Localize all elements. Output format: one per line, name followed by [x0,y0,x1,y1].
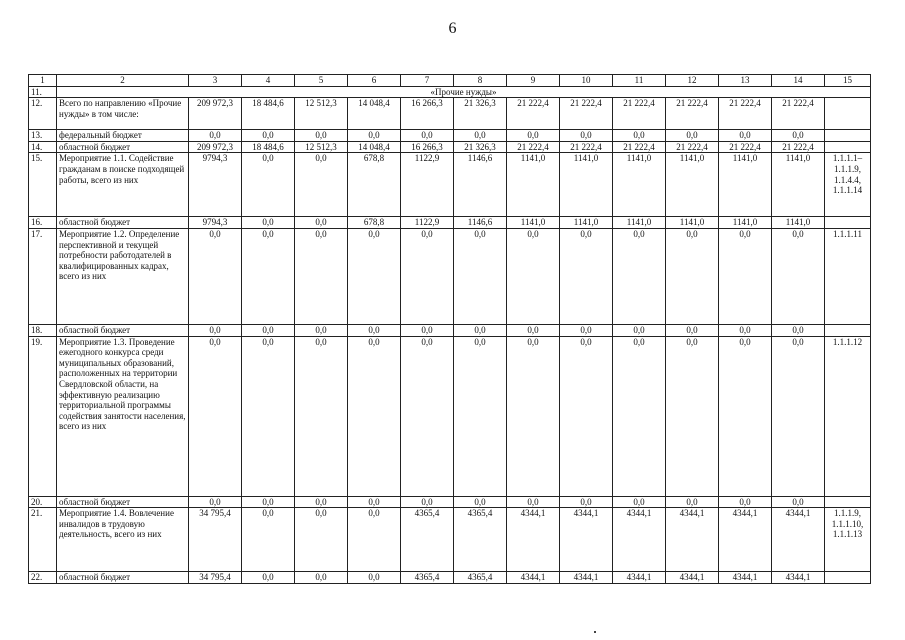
row-number: 13. [29,130,57,142]
value-cell: 4344,1 [613,572,666,584]
value-cell: 0,0 [242,130,295,142]
header-cell: 1 [29,75,57,87]
value-cell: 0,0 [295,496,348,508]
value-cell: 4344,1 [772,572,825,584]
value-cell: 1141,0 [666,217,719,229]
value-cell: 0,0 [772,496,825,508]
header-cell: 10 [560,75,613,87]
value-cell: 4344,1 [507,508,560,572]
value-cell: 0,0 [560,130,613,142]
row-number: 20. [29,496,57,508]
value-cell: 21 222,4 [613,98,666,130]
value-cell: 0,0 [666,336,719,496]
value-cell: 0,0 [560,324,613,336]
value-cell: 4344,1 [666,572,719,584]
value-cell: 0,0 [454,324,507,336]
value-cell: 16 266,3 [401,98,454,130]
value-cell: 0,0 [613,336,666,496]
value-cell: 0,0 [242,572,295,584]
header-cell: 12 [666,75,719,87]
value-cell: 0,0 [401,324,454,336]
value-cell: 0,0 [401,130,454,142]
table-row [29,130,871,142]
value-cell: 4344,1 [507,572,560,584]
value-cell: 0,0 [507,130,560,142]
value-cell: 1146,6 [454,153,507,217]
value-cell: 4344,1 [560,572,613,584]
row-name: Всего по направлению «Прочие нужды» в том числе: [57,98,189,130]
value-cell: 0,0 [295,572,348,584]
value-cell: 21 222,4 [719,98,772,130]
row-number: 14. [29,141,57,153]
value-cell: 21 222,4 [666,141,719,153]
value-cell: 1141,0 [666,153,719,217]
value-cell: 0,0 [295,324,348,336]
value-cell: 678,8 [348,217,401,229]
row-name: областной бюджет [57,572,189,584]
value-cell: 1141,0 [772,217,825,229]
value-cell: 0,0 [666,496,719,508]
row-number: 22. [29,572,57,584]
value-cell: 4365,4 [454,508,507,572]
row-name: Мероприятие 1.4. Вовлечение инвалидов в трудовую деятельность, всего из них [57,508,189,572]
table-row [29,217,871,229]
row-number: 15. [29,153,57,217]
value-cell: 0,0 [348,496,401,508]
value-cell: 0,0 [454,130,507,142]
row-code [825,141,871,153]
value-cell: 0,0 [772,130,825,142]
table-row [29,336,871,496]
value-cell: 0,0 [189,496,242,508]
row-number: 12. [29,98,57,130]
row-number: 17. [29,228,57,324]
value-cell: 209 972,3 [189,98,242,130]
row-code: 1.1.1.11 [825,228,871,324]
row-code: 1.1.1.12 [825,336,871,496]
value-cell: 21 222,4 [507,98,560,130]
value-cell: 0,0 [666,228,719,324]
header-cell: 3 [189,75,242,87]
header-cell: 2 [57,75,189,87]
row-name: Мероприятие 1.3. Проведение ежегодного конкурса среди муниципальных образований, расположенных на территории Свердловской области, на эффективную реализацию территориальной программы содействия занятости населения, всего из них [57,336,189,496]
value-cell: 678,8 [348,153,401,217]
row-name: областной бюджет [57,141,189,153]
value-cell: 9794,3 [189,153,242,217]
value-cell: 1141,0 [507,217,560,229]
value-cell: 0,0 [719,324,772,336]
table-row [29,153,871,217]
table-row [29,324,871,336]
value-cell: 0,0 [613,130,666,142]
row-number: 18. [29,324,57,336]
header-cell: 13 [719,75,772,87]
value-cell: 9794,3 [189,217,242,229]
value-cell: 0,0 [189,228,242,324]
table-row [29,508,871,572]
value-cell: 0,0 [295,508,348,572]
row-code: 1.1.1.9, 1.1.1.10, 1.1.1.13 [825,508,871,572]
row-name: областной бюджет [57,324,189,336]
value-cell: 0,0 [507,324,560,336]
value-cell: 21 222,4 [772,98,825,130]
value-cell: 0,0 [401,336,454,496]
row-name: федеральный бюджет [57,130,189,142]
value-cell: 4344,1 [719,508,772,572]
value-cell: 21 222,4 [560,98,613,130]
value-cell: 21 222,4 [507,141,560,153]
value-cell: 209 972,3 [189,141,242,153]
value-cell: 0,0 [719,228,772,324]
value-cell: 0,0 [295,130,348,142]
value-cell: 4365,4 [401,572,454,584]
value-cell: 0,0 [295,336,348,496]
value-cell: 1141,0 [507,153,560,217]
value-cell: 0,0 [613,324,666,336]
row-name: Мероприятие 1.1. Содействие гражданам в поиске подходящей работы, всего из них [57,153,189,217]
value-cell: 0,0 [401,496,454,508]
value-cell: 0,0 [454,336,507,496]
value-cell: 18 484,6 [242,98,295,130]
value-cell: 0,0 [189,336,242,496]
table-row [29,496,871,508]
row-number: 11. [29,86,57,98]
row-code [825,496,871,508]
scan-mark [594,631,596,633]
value-cell: 0,0 [295,228,348,324]
value-cell: 4344,1 [560,508,613,572]
header-cell: 6 [348,75,401,87]
value-cell: 1141,0 [560,153,613,217]
value-cell: 0,0 [613,228,666,324]
value-cell: 34 795,4 [189,508,242,572]
row-code [825,130,871,142]
value-cell: 12 512,3 [295,141,348,153]
value-cell: 0,0 [719,336,772,496]
value-cell: 0,0 [666,324,719,336]
value-cell: 0,0 [401,228,454,324]
value-cell: 1141,0 [613,217,666,229]
value-cell: 0,0 [719,130,772,142]
header-cell: 8 [454,75,507,87]
value-cell: 34 795,4 [189,572,242,584]
value-cell: 1141,0 [719,217,772,229]
value-cell: 0,0 [242,228,295,324]
value-cell: 1141,0 [772,153,825,217]
value-cell: 0,0 [348,572,401,584]
value-cell: 0,0 [189,130,242,142]
value-cell: 0,0 [242,508,295,572]
value-cell: 4344,1 [666,508,719,572]
header-row [29,75,871,87]
row-code [825,324,871,336]
value-cell: 21 222,4 [772,141,825,153]
row-number: 19. [29,336,57,496]
value-cell: 0,0 [666,130,719,142]
budget-table [28,74,871,584]
value-cell: 21 326,3 [454,98,507,130]
value-cell: 0,0 [613,496,666,508]
value-cell: 0,0 [242,217,295,229]
value-cell: 21 222,4 [613,141,666,153]
header-cell: 5 [295,75,348,87]
value-cell: 0,0 [348,324,401,336]
header-cell: 15 [825,75,871,87]
value-cell: 21 222,4 [719,141,772,153]
value-cell: 0,0 [242,336,295,496]
value-cell: 0,0 [295,217,348,229]
value-cell: 1122,9 [401,217,454,229]
row-code [825,217,871,229]
value-cell: 0,0 [560,228,613,324]
value-cell: 21 326,3 [454,141,507,153]
value-cell: 0,0 [348,130,401,142]
header-cell: 9 [507,75,560,87]
value-cell: 4344,1 [719,572,772,584]
value-cell: 21 222,4 [560,141,613,153]
value-cell: 0,0 [454,496,507,508]
value-cell: 1141,0 [560,217,613,229]
value-cell: 0,0 [295,153,348,217]
header-cell: 4 [242,75,295,87]
value-cell: 0,0 [560,336,613,496]
value-cell: 0,0 [242,496,295,508]
value-cell: 21 222,4 [666,98,719,130]
value-cell: 1141,0 [719,153,772,217]
header-cell: 7 [401,75,454,87]
table-row [29,141,871,153]
value-cell: 0,0 [348,508,401,572]
section-row [29,86,871,98]
table-row [29,572,871,584]
value-cell: 4365,4 [401,508,454,572]
row-number: 21. [29,508,57,572]
row-number: 16. [29,217,57,229]
value-cell: 14 048,4 [348,98,401,130]
header-cell: 14 [772,75,825,87]
table-row [29,228,871,324]
value-cell: 0,0 [507,496,560,508]
value-cell: 0,0 [719,496,772,508]
value-cell: 0,0 [242,324,295,336]
section-title: «Прочие нужды» [57,86,871,98]
value-cell: 4365,4 [454,572,507,584]
header-cell: 11 [613,75,666,87]
row-code: 1.1.1.1– 1.1.1.9, 1.1.4.4, 1.1.1.14 [825,153,871,217]
value-cell: 14 048,4 [348,141,401,153]
page-number: 6 [448,20,457,37]
value-cell: 1122,9 [401,153,454,217]
value-cell: 0,0 [454,228,507,324]
value-cell: 4344,1 [613,508,666,572]
value-cell: 0,0 [772,336,825,496]
value-cell: 18 484,6 [242,141,295,153]
value-cell: 0,0 [348,336,401,496]
row-code [825,98,871,130]
value-cell: 12 512,3 [295,98,348,130]
table-row [29,98,871,130]
value-cell: 0,0 [772,324,825,336]
row-name: областной бюджет [57,217,189,229]
value-cell: 0,0 [507,228,560,324]
value-cell: 4344,1 [772,508,825,572]
row-name: Мероприятие 1.2. Определение перспективной и текущей потребности работодателей в квалифицированных кадрах, всего из них [57,228,189,324]
value-cell: 1146,6 [454,217,507,229]
value-cell: 0,0 [348,228,401,324]
row-name: областной бюджет [57,496,189,508]
value-cell: 0,0 [189,324,242,336]
value-cell: 0,0 [242,153,295,217]
value-cell: 1141,0 [613,153,666,217]
row-code [825,572,871,584]
value-cell: 0,0 [507,336,560,496]
value-cell: 0,0 [560,496,613,508]
value-cell: 16 266,3 [401,141,454,153]
value-cell: 0,0 [772,228,825,324]
